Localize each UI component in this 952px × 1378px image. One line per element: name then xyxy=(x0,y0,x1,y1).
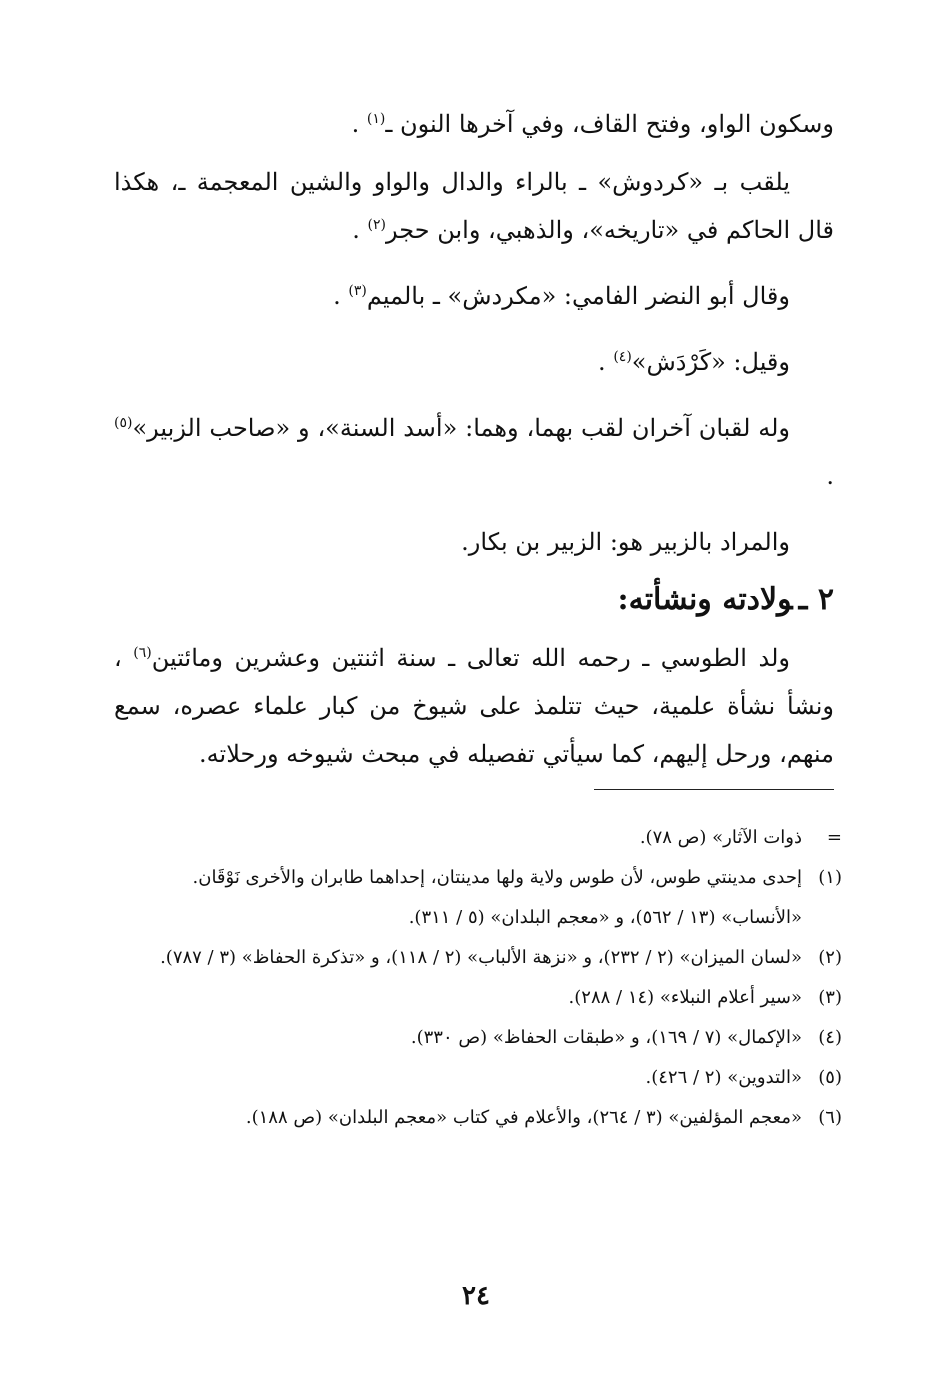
paragraph-6 xyxy=(114,518,834,566)
paragraph-3 xyxy=(114,272,834,320)
footnote-mark: (٤) xyxy=(818,1027,842,1048)
footnote-ref-1: (١) xyxy=(366,111,386,127)
footnote-text: «الإكمال» (٧ / ١٦٩)، و «طبقات الحفاظ» (ص ٣٣٠). xyxy=(410,1027,802,1048)
section-number: ٢ ـ xyxy=(798,582,834,617)
footnote-mark: (٢) xyxy=(818,947,842,968)
footnote-ref-4: (٤) xyxy=(613,349,632,365)
footnote-text: «لسان الميزان» (٢ / ٢٣٢)، و «نزهة الألباب» (٢ / ١١٨)، و «تذكرة الحفاظ» (٣ / ٧٨٧). xyxy=(160,947,802,968)
footnote-3 xyxy=(114,978,842,1018)
paragraph-tail: . xyxy=(333,282,349,310)
footnotes xyxy=(114,818,842,1138)
paragraph-1 xyxy=(114,100,834,148)
footnote-2 xyxy=(114,938,842,978)
footnote-text: إحدى مدينتي طوس، لأن طوس ولاية ولها مدينتان، إحداهما طابران والأخرى نَوْقَان. xyxy=(192,867,802,888)
paragraph-text: وله لقبان آخران لقب بهما، وهما: «أسد السنة»، و «صاحب الزبير» xyxy=(132,414,790,442)
paragraph-text: وقال أبو النضر الفامي: «مكردش» ـ بالميم xyxy=(366,282,790,310)
footnote-text: ذوات الآثار» (ص ٧٨). xyxy=(639,827,802,848)
footnote-mark: (٦) xyxy=(818,1107,842,1128)
footnote-1-continuation: «الأنساب» (١٣ / ٥٦٢)، و «معجم البلدان» (٥ / ٣١١). xyxy=(408,907,802,928)
paragraph-text-b: ، ونشأ نشأة علمية، حيث تتلمذ على شيوخ من كبار علماء عصره، سمع منهم، ورحل إليهم، كما سيأتي تفصيله في مبحث شيوخه ورحلاته. xyxy=(114,644,834,768)
paragraph-text: وسكون الواو، وفتح القاف، وفي آخرها النون ـ xyxy=(385,110,834,138)
paragraph-7 xyxy=(114,634,834,778)
paragraph-5 xyxy=(114,404,834,500)
footnote-text: «التدوين» (٢ / ٤٢٦). xyxy=(645,1067,802,1088)
footnote-mark: (١) xyxy=(818,867,842,888)
footnote-ref-3: (٣) xyxy=(348,283,367,299)
footnote-ref-2: (٢) xyxy=(367,217,387,233)
footnote-ref-6: (٦) xyxy=(133,645,152,661)
footnote-mark: = xyxy=(826,827,842,848)
section-heading xyxy=(114,576,834,624)
main-text xyxy=(114,100,834,796)
footnote-continued xyxy=(114,818,842,858)
footnote-mark: (٣) xyxy=(818,987,842,1008)
paragraph-tail: . xyxy=(826,462,834,490)
footnote-mark: (٥) xyxy=(818,1067,842,1088)
footnote-separator xyxy=(594,789,834,790)
paragraph-text: يلقب بـ «كردوش» ـ بالراء والدال والواو والشين المعجمة ـ، هكذا قال الحاكم في «تاريخه»، والذهبي، وابن حجر xyxy=(114,168,834,244)
paragraph-text: وقيل: «كَرْدَش» xyxy=(631,348,790,376)
footnote-ref-5: (٥) xyxy=(114,415,133,431)
section-title: ولادته ونشأته: xyxy=(617,582,793,617)
paragraph-tail: . xyxy=(351,110,367,138)
paragraph-tail: . xyxy=(598,348,614,376)
page-number: ٢٤ xyxy=(462,1281,490,1311)
footnote-4 xyxy=(114,1018,842,1058)
paragraph-2 xyxy=(114,158,834,254)
footnote-text: «سير أعلام النبلاء» (١٤ / ٢٨٨). xyxy=(568,987,802,1008)
paragraph-4 xyxy=(114,338,834,386)
footnote-1 xyxy=(114,858,842,898)
footnote-6 xyxy=(114,1098,842,1138)
paragraph-tail: . xyxy=(352,216,368,244)
paragraph-text-a: ولد الطوسي ـ رحمه الله تعالى ـ سنة اثنتين وعشرين ومائتين xyxy=(151,644,791,672)
footnote-5 xyxy=(114,1058,842,1098)
footnote-text: «معجم المؤلفين» (٣ / ٢٦٤)، والأعلام في كتاب «معجم البلدان» (ص ١٨٨). xyxy=(245,1107,802,1128)
paragraph-text: والمراد بالزبير هو: الزبير بن بكار. xyxy=(461,528,790,556)
